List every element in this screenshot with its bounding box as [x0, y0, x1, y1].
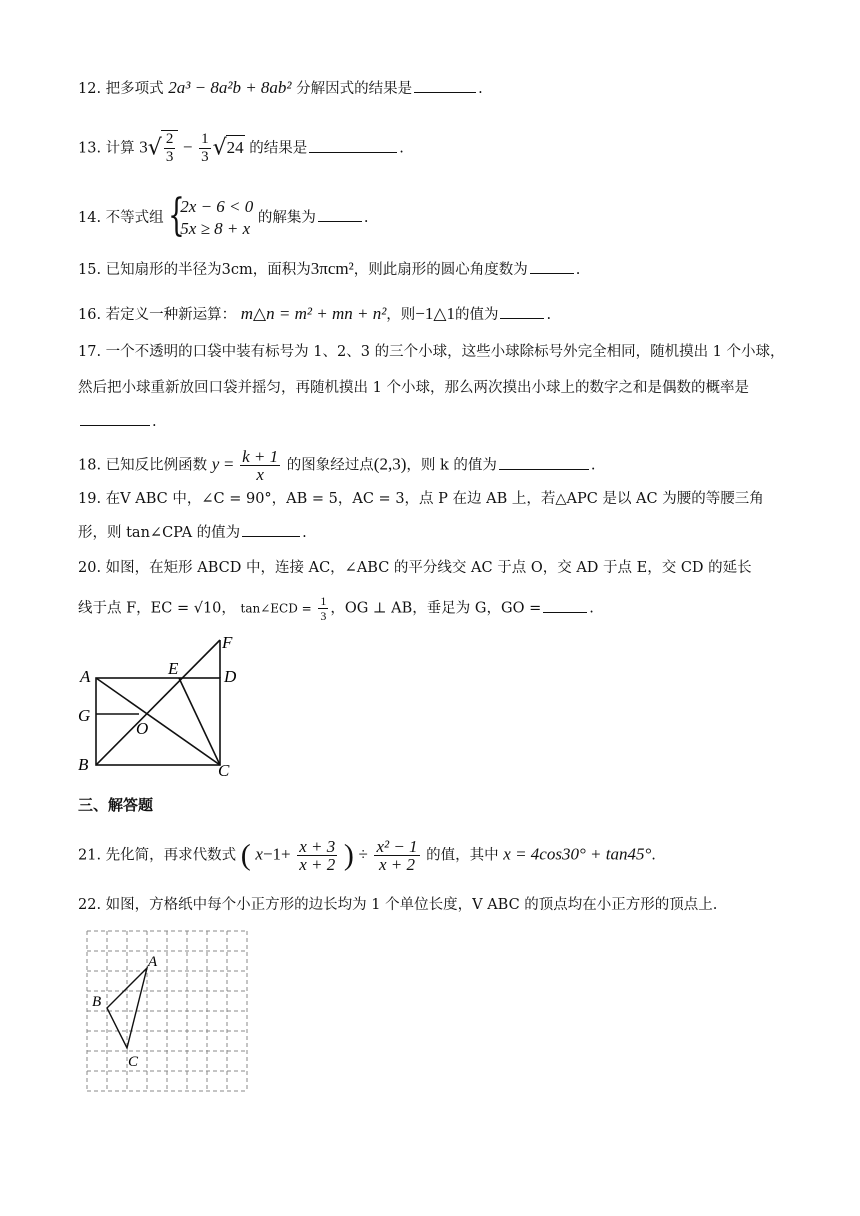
label-o: O: [136, 719, 149, 738]
label-a: A: [80, 667, 91, 686]
label-d: D: [224, 667, 237, 686]
diagonal-ac: [96, 678, 220, 765]
answer-blank: [499, 455, 589, 470]
answer-blank: [530, 259, 574, 274]
label-a: A: [148, 954, 158, 970]
answer-blank: [414, 78, 476, 93]
question-16: 16. 若定义一种新运算： m△n = m² + mn + n²，则−1△1的值为 .: [78, 304, 552, 323]
bisector-bf: [96, 640, 220, 765]
label-e: E: [168, 659, 179, 678]
segment-ec: [179, 678, 220, 765]
question-20: 20. 如图，在矩形 ABCD 中，连接 AC，∠ABC 的平分线交 AC 于点 O，交 AD 于点 E，交 CD 的延长: [78, 560, 752, 576]
answer-blank: [80, 411, 150, 426]
question-22: 22. 如图，方格纸中每个小正方形的边长均为 1 个单位长度，V ABC 的顶点均在小正方形的顶点上.: [78, 897, 718, 913]
figure-rectangle-abcd: [72, 630, 252, 780]
inequality-system: { 2x − 6 < 0 5x ≥ 8 + x: [168, 190, 254, 241]
question-17: 17. 一个不透明的口袋中装有标号为 1、2、3 的三个小球，这些小球除标号外完全相同，随机摸出 1 个小球，: [78, 344, 785, 360]
label-f: F: [222, 633, 233, 652]
answer-blank: [318, 207, 362, 222]
answer-blank: [543, 598, 587, 613]
label-c: C: [218, 761, 230, 780]
label-g: G: [78, 706, 91, 725]
answer-blank: [309, 138, 397, 153]
question-13: 13. 计算 3√ $\frac{2}{3}$ − $\frac{1}{3}$ √24 的结果是 .: [78, 131, 404, 165]
figure-grid-triangle: [84, 928, 250, 1094]
dashed-grid: [87, 931, 247, 1091]
question-12: 12. 把多项式 2a³ − 8a²b + 8ab² 分解因式的结果是 .: [78, 78, 483, 97]
answer-blank: [242, 522, 300, 537]
question-14: 14. 不等式组 { 2x − 6 < 0 5x ≥ 8 + x 的解集为 .: [78, 190, 369, 241]
question-15: 15. 已知扇形的半径为3cm，面积为3πcm²，则此扇形的圆心角度数为 .: [78, 259, 581, 278]
label-b: B: [78, 755, 89, 774]
question-19: 19. 在V ABC 中，∠C = 90°，AB = 5，AC = 3，点 P 在边 AB 上，若△APC 是以 AC 为腰的等腰三角: [78, 491, 764, 507]
question-18: 18. 已知反比例函数 y = $\frac{k + 1}{x}$ 的图象经过点(2,3)，则 k 的值为 .: [78, 447, 596, 484]
label-b: B: [92, 994, 102, 1010]
section-heading: 三、解答题: [78, 796, 154, 814]
label-c: C: [128, 1054, 139, 1070]
question-21: 21. 先化简，再求代数式 ( x−1+ $\frac{x + 3}{x + 2}$ ) ÷ $\frac{\text{x² − 1}}{x + 2}$ 的值，其中 x = 4cos30° + tan45°.: [78, 837, 656, 874]
answer-blank: [500, 304, 544, 319]
